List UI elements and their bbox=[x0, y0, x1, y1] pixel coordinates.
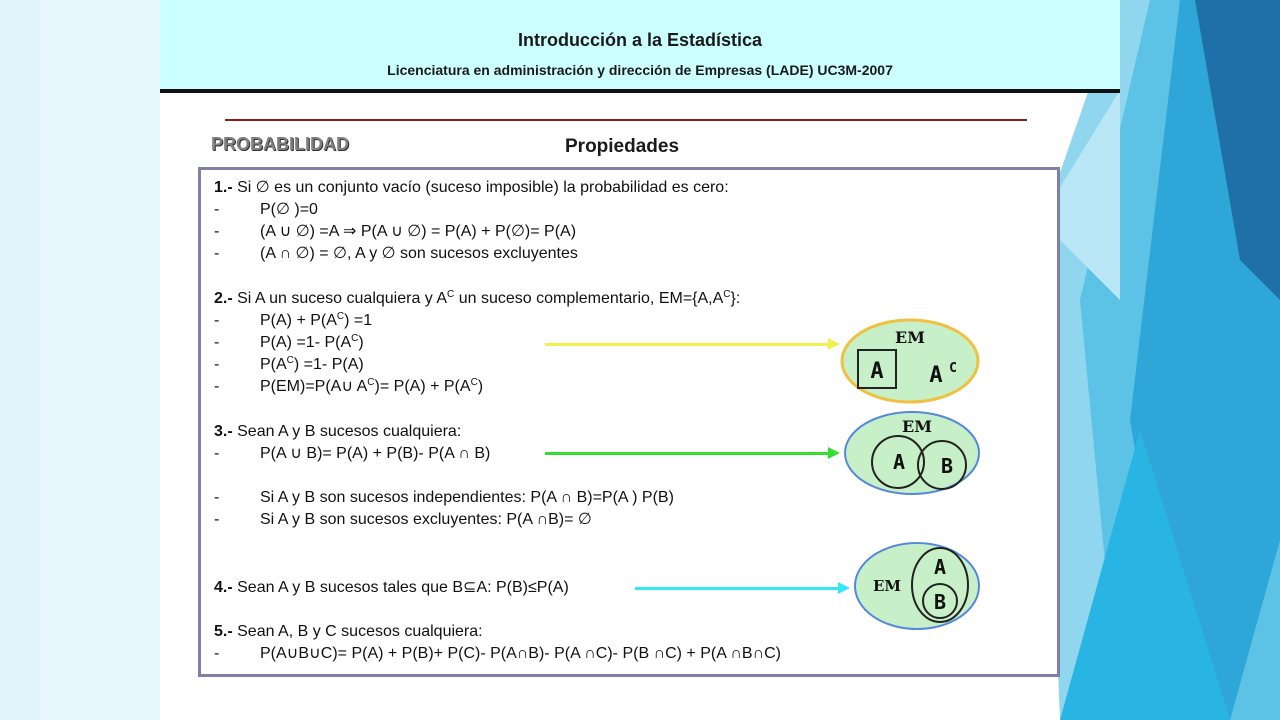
line-number: 3.- bbox=[214, 423, 233, 440]
line-text: ) bbox=[477, 378, 484, 395]
property-line bbox=[214, 289, 740, 309]
section-title: PROBABILIDAD bbox=[211, 134, 349, 154]
line-number: - bbox=[214, 445, 220, 462]
slide-subtitle: Propiedades bbox=[565, 136, 680, 157]
arrow-green bbox=[545, 452, 830, 455]
property-line bbox=[214, 622, 483, 642]
arrow-cyan bbox=[635, 587, 840, 590]
superscript: C bbox=[723, 289, 731, 300]
property-line bbox=[214, 488, 674, 508]
superscript: C bbox=[470, 377, 478, 388]
venn-complement bbox=[840, 318, 980, 404]
venn1-ac: A bbox=[929, 363, 943, 388]
course-title: Introducción a la Estadística bbox=[517, 30, 763, 50]
superscript: C bbox=[351, 333, 359, 344]
line-number: - bbox=[214, 312, 220, 329]
venn3-b: B bbox=[933, 590, 947, 614]
property-line bbox=[214, 178, 729, 198]
property-line bbox=[214, 244, 578, 264]
line-number: - bbox=[214, 356, 220, 373]
line-text: ) =1- P(A) bbox=[293, 356, 364, 373]
line-number: - bbox=[214, 201, 220, 218]
course-subtitle: Licenciatura en administración y dirección de Empresas (LADE) UC3M-2007 bbox=[387, 62, 893, 78]
line-number: 1.- bbox=[214, 179, 233, 196]
property-line bbox=[214, 510, 592, 530]
line-text: P(A bbox=[260, 356, 287, 373]
venn3-a: A bbox=[933, 555, 947, 579]
venn1-ac-sup: C bbox=[949, 361, 957, 376]
line-number: - bbox=[214, 334, 220, 351]
line-text: P(A) =1- P(A bbox=[260, 334, 352, 351]
line-number: 2.- bbox=[214, 290, 233, 307]
divider bbox=[225, 119, 1027, 121]
venn-subset bbox=[852, 541, 982, 631]
line-text: ) bbox=[358, 334, 364, 351]
line-text: Si A y B son sucesos excluyentes: P(A ∩B)= ∅ bbox=[260, 511, 592, 528]
property-line bbox=[214, 578, 569, 598]
property-line bbox=[214, 377, 483, 397]
arrow-yellow bbox=[545, 343, 830, 346]
venn3-em: EM bbox=[872, 577, 902, 595]
venn1-em: EM bbox=[895, 328, 925, 347]
line-text: P(∅ )=0 bbox=[260, 201, 318, 218]
line-text: )= P(A) + P(A bbox=[374, 378, 471, 395]
header-banner bbox=[160, 0, 1120, 93]
property-line bbox=[214, 444, 490, 464]
venn-union bbox=[842, 410, 982, 496]
venn2-em: EM bbox=[902, 417, 932, 436]
line-text: un suceso complementario, EM={A,A bbox=[454, 290, 724, 307]
line-text: P(A ∪ B)= P(A) + P(B)- P(A ∩ B) bbox=[260, 445, 491, 462]
venn2-b: B bbox=[940, 454, 954, 478]
property-line bbox=[214, 311, 372, 331]
superscript: C bbox=[286, 355, 294, 366]
property-line bbox=[214, 333, 364, 353]
property-line bbox=[214, 200, 318, 220]
line-text: ) =1 bbox=[344, 312, 373, 329]
property-line bbox=[214, 644, 781, 664]
line-text: Sean A y B sucesos cualquiera: bbox=[232, 423, 462, 440]
line-text: Si A y B son sucesos independientes: P(A ∩ B)=P(A ) P(B) bbox=[260, 489, 674, 506]
line-text: P(A) + P(A bbox=[260, 312, 337, 329]
property-line bbox=[214, 355, 364, 375]
superscript: C bbox=[447, 289, 455, 300]
venn1-a: A bbox=[870, 359, 884, 384]
line-text: P(A∪B∪C)= P(A) + P(B)+ P(C)- P(A∩B)- P(A ∩C)- P(B ∩C) + P(A ∩B∩C) bbox=[260, 645, 781, 662]
venn2-a: A bbox=[892, 450, 906, 474]
line-number: - bbox=[214, 245, 220, 262]
line-number: 4.- bbox=[214, 579, 233, 596]
property-line bbox=[214, 422, 461, 442]
line-text: P(EM)=P(A∪ A bbox=[260, 378, 368, 395]
line-number: 5.- bbox=[214, 623, 233, 640]
line-text: (A ∪ ∅) =A ⇒ P(A ∪ ∅) = P(A) + P(∅)= P(A) bbox=[260, 223, 577, 240]
line-text: Si A un suceso cualquiera y A bbox=[232, 290, 448, 307]
property-line bbox=[214, 222, 576, 242]
line-text: Sean A y B sucesos tales que B⊆A: P(B)≤P(A) bbox=[232, 579, 569, 596]
line-number: - bbox=[214, 378, 220, 395]
line-number: - bbox=[214, 511, 220, 528]
line-text: (A ∩ ∅) = ∅, A y ∅ son sucesos excluyentes bbox=[260, 245, 578, 262]
superscript: C bbox=[367, 377, 375, 388]
line-number: - bbox=[214, 489, 220, 506]
line-number: - bbox=[214, 645, 220, 662]
line-number: - bbox=[214, 223, 220, 240]
superscript: C bbox=[336, 311, 345, 322]
line-text: Sean A, B y C sucesos cualquiera: bbox=[232, 623, 483, 640]
line-text: }: bbox=[730, 290, 741, 307]
line-text: Si ∅ es un conjunto vacío (suceso imposible) la probabilidad es cero: bbox=[232, 179, 729, 196]
